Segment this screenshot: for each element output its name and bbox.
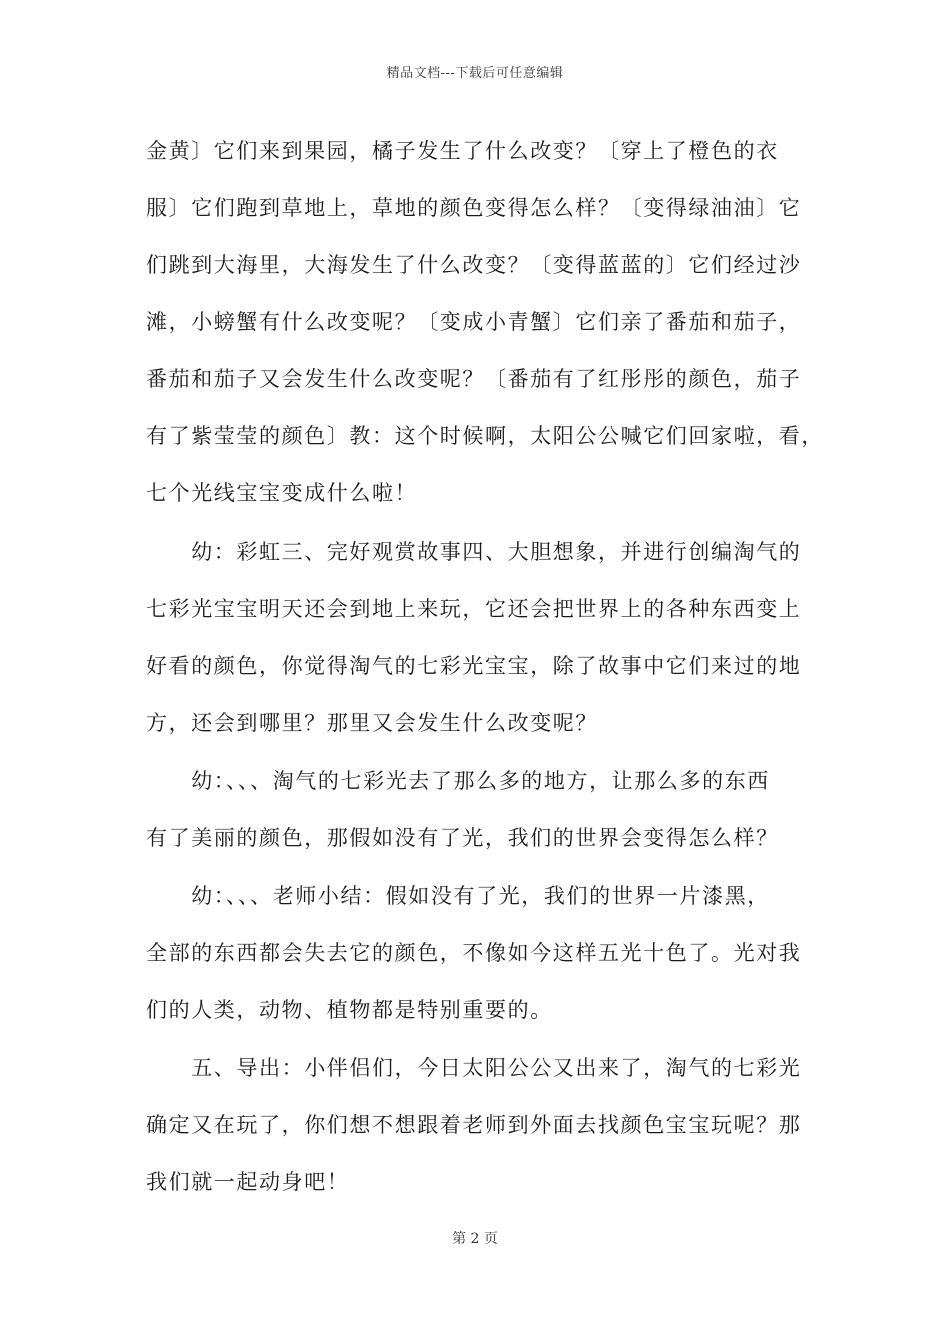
body-line: 五、导出：小伴侣们，今日太阳公公又出来了，淘气的七彩光 — [146, 1056, 802, 1080]
body-line: 幼：彩虹三、完好观赏故事四、大胆想象，并进行创编淘气的 — [146, 540, 802, 564]
body-line: 们的人类，动物、植物都是特别重要的。 — [146, 998, 553, 1022]
body-line: 番茄和茄子又会发生什么改变呢？〔番茄有了红彤彤的颜色，茄子 — [146, 367, 802, 391]
page-number: 第 2 页 — [452, 1231, 498, 1247]
body-line: 幼：、、、淘气的七彩光去了那么多的地方，让那么多的东西 — [146, 769, 770, 793]
body-line: 有了美丽的颜色，那假如没有了光，我们的世界会变得怎么样？ — [146, 826, 779, 850]
body-line: 服〕它们跑到草地上，草地的颜色变得怎么样？〔变得绿油油〕它 — [146, 196, 802, 220]
body-line: 我们就一起动身吧！ — [146, 1170, 350, 1194]
body-line: 方，还会到哪里？那里又会发生什么改变呢？ — [146, 711, 598, 735]
body-line: 七彩光宝宝明天还会到地上来玩，它还会把世界上的各种东西变上 — [146, 597, 802, 621]
body-line: 们跳到大海里，大海发生了什么改变？〔变得蓝蓝的〕它们经过沙 — [146, 253, 802, 277]
body-line: 滩，小螃蟹有什么改变呢？〔变成小青蟹〕它们亲了番茄和茄子， — [146, 310, 802, 334]
body-line: 七个光线宝宝变成什么啦！ — [146, 481, 418, 505]
body-line: 金黄〕它们来到果园，橘子发生了什么改变？〔穿上了橙色的衣 — [146, 139, 779, 163]
body-line: 幼：、、、老师小结：假如没有了光，我们的世界一片漆黑， — [146, 884, 770, 908]
page-header: 精品文档---下载后可任意编辑 — [386, 66, 564, 81]
body-line: 确定又在玩了，你们想不想跟着老师到外面去找颜色宝宝玩呢？那 — [146, 1113, 802, 1137]
body-line: 好看的颜色，你觉得淘气的七彩光宝宝，除了故事中它们来过的地 — [146, 654, 802, 678]
body-line: 全部的东西都会失去它的颜色，不像如今这样五光十色了。光对我 — [146, 941, 802, 965]
body-line: 有了紫莹莹的颜色〕教：这个时候啊，太阳公公喊它们回家啦，看， — [146, 424, 824, 448]
